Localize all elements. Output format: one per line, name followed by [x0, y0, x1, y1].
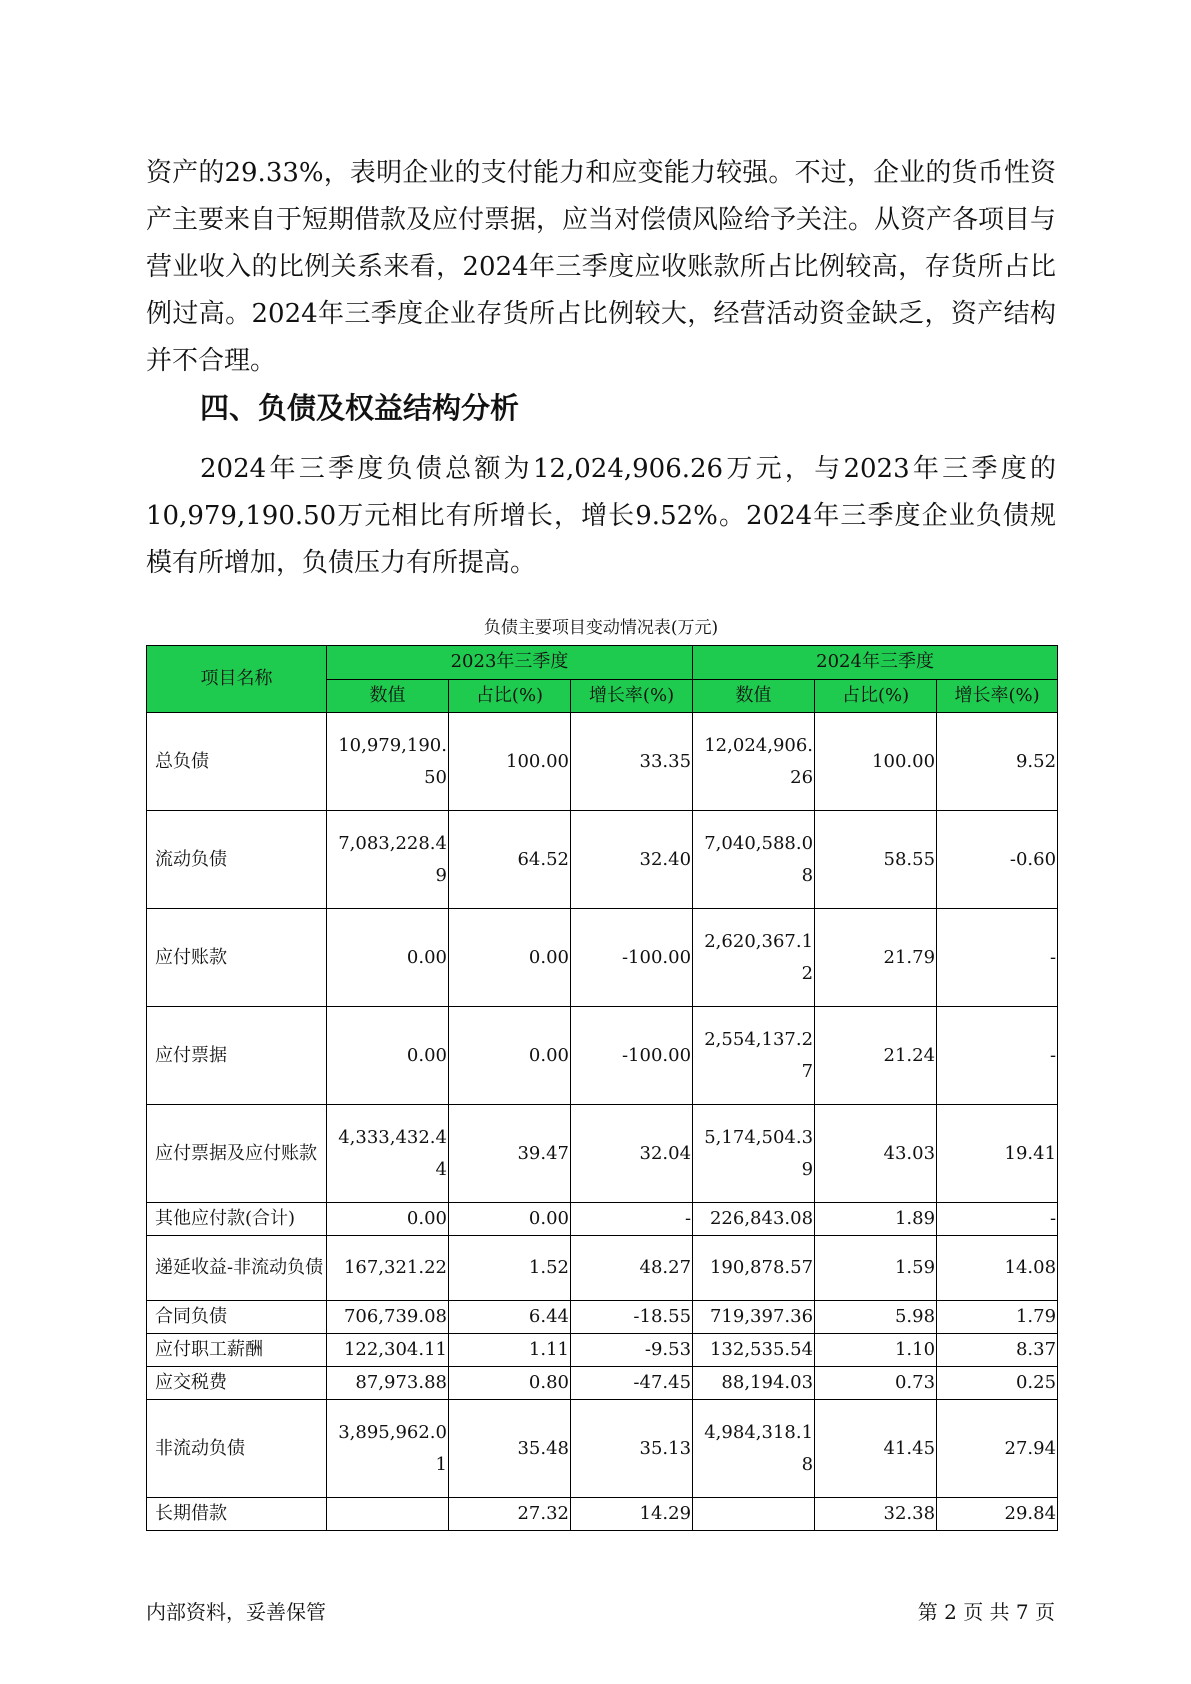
row-item-name: 流动负债	[147, 811, 327, 909]
cell-growth-2023: -47.45	[571, 1367, 693, 1400]
cell-value-2024: 2,554,137.27	[693, 1007, 815, 1105]
cell-value-2024: 190,878.57	[693, 1236, 815, 1301]
table-row	[147, 1367, 1058, 1400]
cell-growth-2023: 32.40	[571, 811, 693, 909]
row-item-name: 长期借款	[147, 1498, 327, 1531]
cell-value-2023: 0.00	[327, 1007, 449, 1105]
cell-growth-2024: 9.52	[937, 713, 1058, 811]
cell-growth-2023: -	[571, 1203, 693, 1236]
cell-value-2023: 87,973.88	[327, 1367, 449, 1400]
header-item-name: 项目名称	[147, 646, 327, 713]
table-row	[147, 1236, 1058, 1301]
cell-share-2023: 0.00	[449, 909, 571, 1007]
cell-growth-2024: 19.41	[937, 1105, 1058, 1203]
header-value-2024: 数值	[693, 679, 815, 713]
cell-share-2023: 0.00	[449, 1007, 571, 1105]
cell-value-2024: 5,174,504.39	[693, 1105, 815, 1203]
table-row	[147, 713, 1058, 811]
table-row	[147, 1400, 1058, 1498]
cell-value-2023: 10,979,190.50	[327, 713, 449, 811]
row-item-name: 应付账款	[147, 909, 327, 1007]
cell-growth-2024: 1.79	[937, 1301, 1058, 1334]
cell-share-2024: 21.24	[815, 1007, 937, 1105]
table-row	[147, 909, 1058, 1007]
cell-growth-2023: -18.55	[571, 1301, 693, 1334]
header-share-2023: 占比(%)	[449, 679, 571, 713]
cell-growth-2024: 29.84	[937, 1498, 1058, 1531]
row-item-name: 应付票据	[147, 1007, 327, 1105]
cell-growth-2024: 8.37	[937, 1334, 1058, 1367]
cell-value-2024: 12,024,906.26	[693, 713, 815, 811]
body-paragraph-2: 2024年三季度负债总额为12,024,906.26万元，与2023年三季度的10,979,190.50万元相比有所增长，增长9.52%。2024年三季度企业负债规模有所增加，负债压力有所提高。	[146, 454, 1056, 578]
cell-value-2024: 132,535.54	[693, 1334, 815, 1367]
cell-growth-2023: -100.00	[571, 909, 693, 1007]
cell-growth-2023: 14.29	[571, 1498, 693, 1531]
cell-growth-2024: -	[937, 909, 1058, 1007]
cell-growth-2024: -0.60	[937, 811, 1058, 909]
liability-table	[146, 645, 1058, 1531]
footer-page-number: 第 2 页 共 7 页	[917, 1600, 1055, 1624]
row-item-name: 应付票据及应付账款	[147, 1105, 327, 1203]
cell-value-2023: 7,083,228.49	[327, 811, 449, 909]
cell-growth-2023: 32.04	[571, 1105, 693, 1203]
cell-growth-2023: 35.13	[571, 1400, 693, 1498]
cell-value-2023: 3,895,962.01	[327, 1400, 449, 1498]
cell-value-2024: 7,040,588.08	[693, 811, 815, 909]
cell-value-2024: 2,620,367.12	[693, 909, 815, 1007]
cell-growth-2024: 27.94	[937, 1400, 1058, 1498]
table-row	[147, 1007, 1058, 1105]
cell-value-2024: 4,984,318.18	[693, 1400, 815, 1498]
header-growth-2023: 增长率(%)	[571, 679, 693, 713]
row-item-name: 其他应付款(合计)	[147, 1203, 327, 1236]
table-row	[147, 1301, 1058, 1334]
cell-value-2023: 706,739.08	[327, 1301, 449, 1334]
cell-growth-2023: 33.35	[571, 713, 693, 811]
row-item-name: 非流动负债	[147, 1400, 327, 1498]
cell-value-2023: 4,333,432.44	[327, 1105, 449, 1203]
cell-growth-2023: -9.53	[571, 1334, 693, 1367]
cell-share-2023: 64.52	[449, 811, 571, 909]
cell-share-2024: 1.59	[815, 1236, 937, 1301]
header-share-2024: 占比(%)	[815, 679, 937, 713]
header-value-2023: 数值	[327, 679, 449, 713]
body-paragraph-1: 资产的29.33%，表明企业的支付能力和应变能力较强。不过，企业的货币性资产主要来自于短期借款及应付票据，应当对偿债风险给予关注。从资产各项目与营业收入的比例关系来看，2024年三季度应收账款所占比例较高，存货所占比例过高。2024年三季度企业存货所占比例较大，经营活动资金缺乏，资产结构并不合理。	[146, 158, 1057, 376]
cell-share-2023: 1.11	[449, 1334, 571, 1367]
row-item-name: 合同负债	[147, 1301, 327, 1334]
cell-share-2024: 100.00	[815, 713, 937, 811]
cell-value-2023: 122,304.11	[327, 1334, 449, 1367]
table-row	[147, 1498, 1058, 1531]
table-row	[147, 1334, 1058, 1367]
cell-growth-2024: -	[937, 1007, 1058, 1105]
cell-share-2024: 1.10	[815, 1334, 937, 1367]
table-caption: 负债主要项目变动情况表(万元)	[483, 618, 719, 638]
row-item-name: 应付职工薪酬	[147, 1334, 327, 1367]
cell-share-2023: 35.48	[449, 1400, 571, 1498]
row-item-name: 总负债	[147, 713, 327, 811]
cell-share-2024: 5.98	[815, 1301, 937, 1334]
cell-growth-2024: 0.25	[937, 1367, 1058, 1400]
cell-value-2023: 167,321.22	[327, 1236, 449, 1301]
cell-share-2023: 6.44	[449, 1301, 571, 1334]
cell-growth-2023: -100.00	[571, 1007, 693, 1105]
cell-share-2023: 27.32	[449, 1498, 571, 1531]
cell-growth-2023: 48.27	[571, 1236, 693, 1301]
table-row	[147, 1203, 1058, 1236]
row-item-name: 应交税费	[147, 1367, 327, 1400]
footer-confidential-note: 内部资料，妥善保管	[146, 1600, 326, 1624]
cell-share-2023: 0.00	[449, 1203, 571, 1236]
cell-growth-2024: -	[937, 1203, 1058, 1236]
cell-share-2023: 0.80	[449, 1367, 571, 1400]
header-period-2023: 2023年三季度	[327, 646, 693, 680]
table-row	[147, 1105, 1058, 1203]
cell-growth-2024: 14.08	[937, 1236, 1058, 1301]
cell-value-2023: 0.00	[327, 1203, 449, 1236]
cell-value-2023	[327, 1498, 449, 1531]
cell-share-2023: 100.00	[449, 713, 571, 811]
cell-share-2024: 1.89	[815, 1203, 937, 1236]
cell-share-2024: 32.38	[815, 1498, 937, 1531]
cell-share-2024: 41.45	[815, 1400, 937, 1498]
cell-value-2024	[693, 1498, 815, 1531]
cell-share-2024: 58.55	[815, 811, 937, 909]
cell-share-2024: 43.03	[815, 1105, 937, 1203]
cell-value-2024: 226,843.08	[693, 1203, 815, 1236]
table-body	[147, 713, 1058, 1531]
cell-share-2023: 39.47	[449, 1105, 571, 1203]
table-row	[147, 811, 1058, 909]
cell-value-2024: 719,397.36	[693, 1301, 815, 1334]
cell-value-2024: 88,194.03	[693, 1367, 815, 1400]
header-period-2024: 2024年三季度	[693, 646, 1058, 680]
cell-share-2024: 21.79	[815, 909, 937, 1007]
header-growth-2024: 增长率(%)	[937, 679, 1058, 713]
cell-share-2023: 1.52	[449, 1236, 571, 1301]
section-heading: 四、负债及权益结构分析	[200, 391, 520, 425]
row-item-name: 递延收益-非流动负债	[147, 1236, 327, 1301]
cell-share-2024: 0.73	[815, 1367, 937, 1400]
cell-value-2023: 0.00	[327, 909, 449, 1007]
